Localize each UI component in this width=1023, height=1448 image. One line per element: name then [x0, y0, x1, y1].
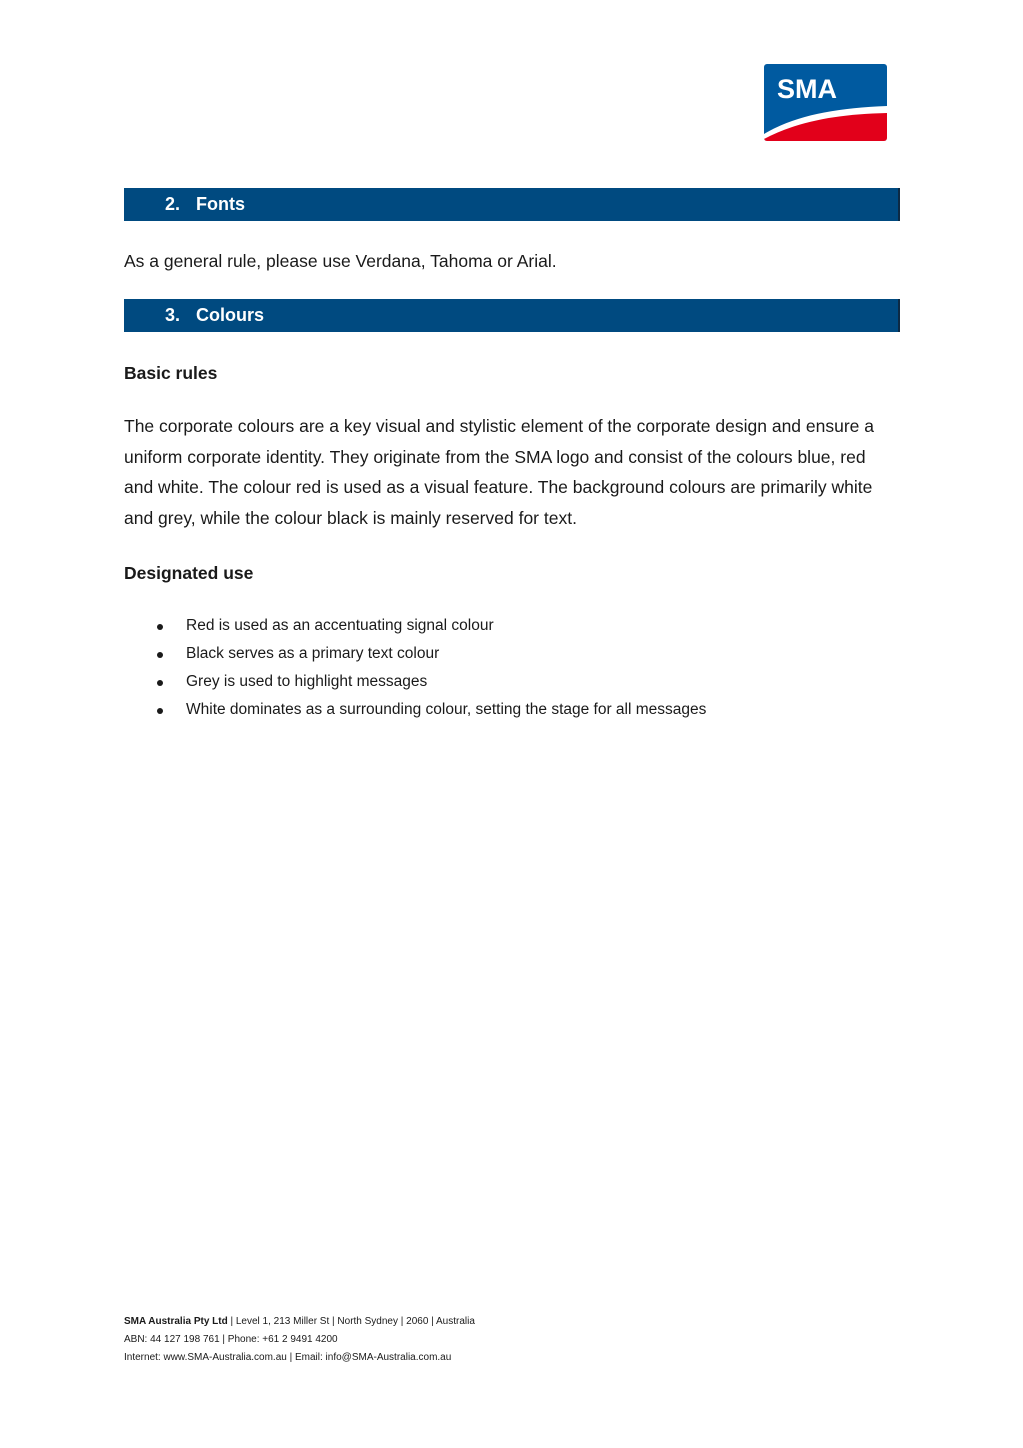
list-item-text: Grey is used to highlight messages: [186, 673, 428, 690]
list-item-text: Black serves as a primary text colour: [186, 645, 440, 662]
footer-address: | Level 1, 213 Miller St | North Sydney | 2060 | Australia: [227, 1316, 475, 1327]
designated-use-list: [124, 612, 706, 724]
designated-use-heading: Designated use: [124, 563, 254, 583]
footer-line-1: [124, 1313, 475, 1331]
section-title: Colours: [196, 305, 265, 325]
list-item: [124, 668, 706, 696]
list-item: [124, 696, 706, 724]
basic-rules-heading: Basic rules: [124, 363, 218, 383]
footer-line-3: Internet: www.SMA-Australia.com.au | Email: info@SMA-Australia.com.au: [124, 1352, 452, 1363]
sma-logo: [764, 64, 887, 141]
list-item: [124, 640, 706, 668]
page-footer: [124, 1313, 475, 1367]
list-item-text: Red is used as an accentuating signal colour: [186, 617, 494, 634]
footer-line-2: ABN: 44 127 198 761 | Phone: +61 2 9491 4200: [124, 1334, 338, 1345]
bullet-icon: [157, 652, 163, 658]
bullet-icon: [157, 708, 163, 714]
section-title: Fonts: [196, 194, 245, 214]
section-number: 3.: [165, 305, 181, 325]
basic-rules-paragraph: The corporate colours are a key visual and stylistic element of the corporate design and ensure a uniform corporate identity. They originate from the SMA logo and consist of the colours blue, red and white. The colour red is used as a visual feature. The background colours are primarily white and grey, while the colour black is mainly reserved for text.: [124, 416, 874, 528]
section-number: 2.: [165, 194, 181, 214]
list-item-text: White dominates as a surrounding colour, setting the stage for all messages: [186, 701, 707, 718]
bullet-icon: [157, 680, 163, 686]
section-header-fonts: [124, 188, 900, 221]
fonts-paragraph: As a general rule, please use Verdana, Tahoma or Arial.: [124, 251, 557, 271]
list-item: [124, 612, 706, 640]
bullet-icon: [157, 624, 163, 630]
section-header-colours: [124, 299, 900, 332]
footer-company: SMA Australia Pty Ltd: [124, 1316, 228, 1327]
logo-text: SMA: [777, 74, 837, 104]
